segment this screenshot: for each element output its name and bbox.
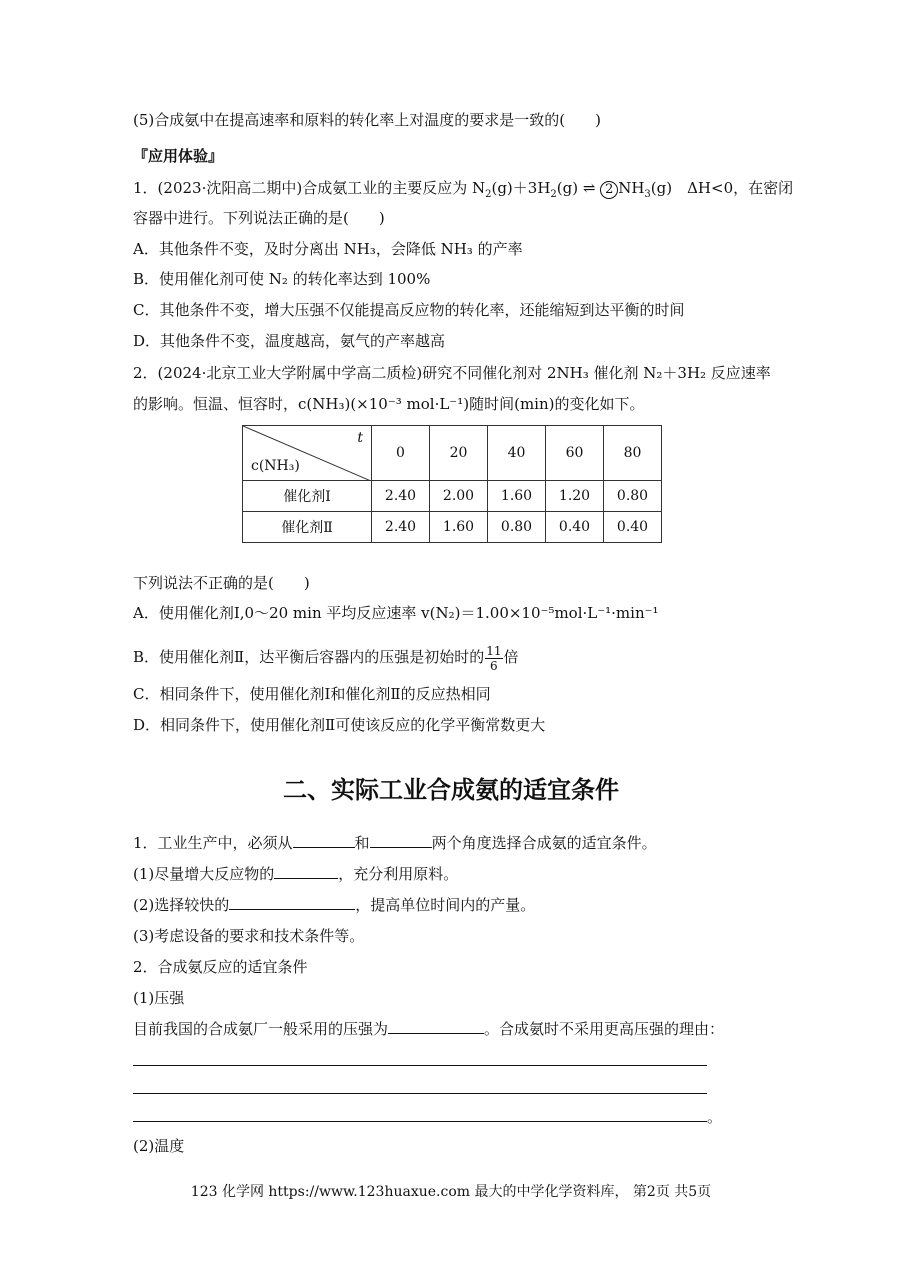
- corner-bottom: c(NH₃): [251, 458, 300, 474]
- problem-2-line1: 2．(2024·北京工业大学附属中学高二质检)研究不同催化剂对 2NH₃ 催化剂 N₂＋3H₂ 反应速率: [133, 364, 771, 382]
- corner-cell: [243, 426, 372, 481]
- table-cell: 1.20: [546, 481, 604, 512]
- section-2-title: 2．合成氨反应的适宜条件: [133, 958, 308, 976]
- problem-2-line2: 的影响。恒温、恒容时，c(NH₃)(×10⁻³ mol·L⁻¹)随时间(min)的变化如下。: [133, 395, 645, 413]
- table-cell: 0.40: [546, 512, 604, 543]
- problem-2-stem: 下列说法不正确的是( ): [133, 574, 310, 592]
- section-1-item-3: (3)考虑设备的要求和技术条件等。: [133, 927, 365, 945]
- problem-2-option-d: D．相同条件下，使用催化剂Ⅱ可使该反应的化学平衡常数更大: [133, 716, 546, 734]
- header-cell: 0: [372, 426, 430, 481]
- answer-line: [133, 1093, 707, 1094]
- table-cell: 0.40: [604, 512, 662, 543]
- page-footer: 123 化学网 https://www.123huaxue.com 最大的中学化学资料库， 第2页 共5页: [190, 1184, 712, 1200]
- problem-1-option-c: C．其他条件不变，增大压强不仅能提高反应物的转化率，还能缩短到达平衡的时间: [133, 301, 685, 319]
- blank-field: [274, 864, 338, 879]
- section-heading: 二、实际工业合成氨的适宜条件: [283, 776, 619, 804]
- section-1-item-2: (2)选择较快的 ，提高单位时间内的产量。: [133, 896, 536, 914]
- problem-1-option-b: B．使用催化剂可使 N₂ 的转化率达到 100%: [133, 270, 431, 288]
- answer-line: [133, 1065, 707, 1066]
- problem-1-line2: 容器中进行。下列说法正确的是( ): [133, 209, 385, 227]
- corner-top: t: [357, 430, 363, 446]
- end-mark: 。: [707, 1108, 723, 1126]
- problem-1-option-a: A．其他条件不变，及时分离出 NH₃，会降低 NH₃ 的产率: [133, 240, 523, 258]
- pressure-text: 目前我国的合成氨厂一般采用的压强为 。合成氨时不采用更高压强的理由：: [133, 1020, 725, 1038]
- table-cell: 2.00: [430, 481, 488, 512]
- blank-field: [388, 1019, 484, 1034]
- data-table: [242, 425, 662, 543]
- table-cell: 1.60: [430, 512, 488, 543]
- question-5: (5)合成氨中在提高速率和原料的转化率上对温度的要求是一致的( ): [133, 111, 601, 129]
- pressure-heading: (1)压强: [133, 989, 185, 1007]
- problem-1-option-d: D．其他条件不变，温度越高，氨气的产率越高: [133, 332, 446, 350]
- table-cell: 0.80: [604, 481, 662, 512]
- problem-1-stem: 1．(2023·沈阳高二期中)合成氨工业的主要反应为 $N_2(g)+3H_2(g)$ ⇌ 2 $NH_3(g)$ ΔH<0，在密闭: [133, 179, 794, 200]
- fraction: $\frac{11}{6}$: [486, 643, 502, 673]
- header-cell: 60: [546, 426, 604, 481]
- section-label: 『应用体验』: [133, 147, 224, 165]
- row-label: 催化剂Ⅰ: [243, 481, 372, 512]
- circled-number: 2: [600, 181, 618, 199]
- table-cell: 2.40: [372, 512, 430, 543]
- table-cell: 0.80: [488, 512, 546, 543]
- blank-field: [293, 833, 355, 848]
- blank-field: [229, 895, 355, 910]
- problem-2-option-a: A．使用催化剂Ⅰ,0～20 min 平均反应速率 v(N₂)＝1.00×10⁻⁵mol·L⁻¹·min⁻¹: [133, 604, 659, 622]
- table-cell: 1.60: [488, 481, 546, 512]
- temperature-heading: (2)温度: [133, 1137, 185, 1155]
- section-1-line: 1．工业生产中，必须从 和 两个角度选择合成氨的适宜条件。: [133, 834, 657, 852]
- table-cell: 2.40: [372, 481, 430, 512]
- header-cell: 40: [488, 426, 546, 481]
- row-label: 催化剂Ⅱ: [243, 512, 372, 543]
- section-1-item-1: (1)尽量增大反应物的 ，充分利用原料。: [133, 865, 459, 883]
- blank-field: [370, 833, 432, 848]
- header-cell: 20: [430, 426, 488, 481]
- header-cell: 80: [604, 426, 662, 481]
- answer-line: [133, 1121, 707, 1122]
- problem-2-option-c: C．相同条件下，使用催化剂Ⅰ和催化剂Ⅱ的反应热相同: [133, 685, 491, 703]
- problem-2-option-b: B．使用催化剂Ⅱ，达平衡后容器内的压强是初始时的 $\frac{11}{6}$ 倍: [133, 643, 519, 673]
